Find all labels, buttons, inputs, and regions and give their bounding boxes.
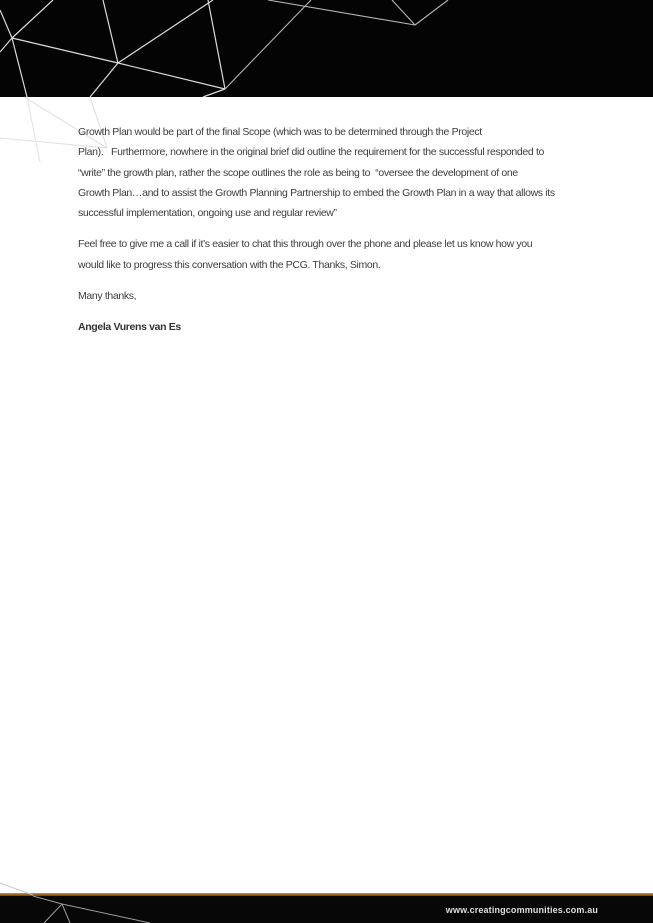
signoff-text: [78, 286, 608, 306]
text-line: would like to progress this conversation with the PCG. Thanks, Simon.: [78, 258, 381, 271]
paragraph-feel-free: [78, 234, 608, 275]
text-line: Plan). Furthermore, nowhere in the original brief did outline the requirement for the successful responded to: [78, 146, 545, 159]
signature-name: [78, 317, 608, 337]
text-line: Growth Plan…and to assist the Growth Planning Partnership to embed the Growth Plan in a way that allows its: [78, 186, 555, 199]
text-line: Many thanks,: [78, 290, 137, 303]
text-line: successful implementation, ongoing use and regular review”: [78, 207, 337, 220]
text-line: Angela Vurens van Es: [78, 321, 181, 334]
text-line: “write” the growth plan, rather the scope outlines the role as being to “oversee the development of one: [78, 166, 518, 179]
letter-body: [78, 122, 608, 338]
text-line: Feel free to give me a call if it’s easier to chat this through over the phone and please let us know how you: [78, 238, 533, 251]
paragraph-growth-plan: [78, 122, 608, 223]
text-line: Growth Plan would be part of the final Scope (which was to be determined through the Project: [78, 126, 482, 138]
footer-website-link[interactable]: www.creatingcommunities.com.au: [445, 904, 598, 915]
footer-bar: [0, 896, 653, 923]
